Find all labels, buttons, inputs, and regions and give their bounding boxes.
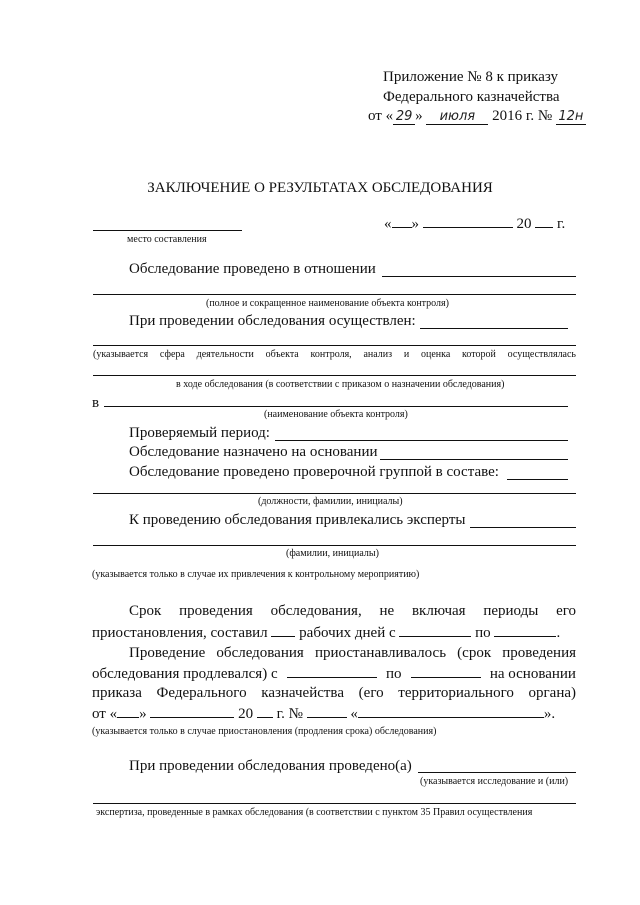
date-day-handwritten: 29 — [393, 109, 415, 125]
names-caption: (фамилии, инициалы) — [286, 548, 379, 559]
suspension-line-1: Проведение обследования приостанавливалось (срок проведения — [129, 645, 576, 661]
date-number-handwritten: 12н — [556, 109, 586, 125]
final-conducted-label: При проведении обследования проведено(а) — [129, 758, 412, 774]
date-prefix: от « — [368, 108, 394, 124]
date-month-handwritten: июля — [426, 109, 488, 125]
during-caption: в ходе обследования (в соответствии с приказом о назначении обследования) — [176, 379, 505, 390]
sphere-line — [93, 345, 576, 346]
basis-line — [380, 459, 568, 460]
experts-line — [470, 527, 576, 528]
object-full-line — [93, 294, 576, 295]
conducted-regarding-line — [382, 276, 576, 277]
final-caption-bottom: экспертиза, проведенные в рамках обследования (в соответствии с пунктом 35 Правил осуществления — [96, 807, 533, 818]
in-prefix: в — [92, 395, 100, 411]
suspension-note: (указывается только в случае приостановления (продления срока) обследования) — [92, 726, 437, 737]
place-caption: место составления — [127, 234, 207, 245]
final-caption-right: (указывается исследование и (или) — [420, 776, 569, 787]
object-name-caption: (наименование объекта контроля) — [264, 409, 408, 420]
sphere-caption: (указывается сфера деятельности объекта контроля, анализ и оценка которой осуществлялась — [93, 349, 576, 360]
suspension-line-4: от « » 20 г. № « ». — [92, 706, 556, 722]
experts-label: К проведению обследования привлекались эксперты — [129, 512, 466, 528]
experts-note: (указывается только в случае их привлечения к контрольному мероприятию) — [92, 569, 420, 580]
suspension-line-3: приказа Федерального казначейства (его территориального органа) — [92, 685, 577, 701]
term-line-1: Срок проведения обследования, не включая периоды его — [129, 603, 577, 619]
object-name-line — [104, 406, 568, 407]
period-label: Проверяемый период: — [129, 425, 270, 441]
group-line — [507, 479, 568, 480]
date-mid: » — [415, 108, 423, 124]
document-title: ЗАКЛЮЧЕНИЕ О РЕЗУЛЬТАТАХ ОБСЛЕДОВАНИЯ — [147, 180, 493, 196]
header-line-1: Приложение № 8 к приказу — [383, 69, 558, 85]
period-line — [275, 440, 568, 441]
names-line — [93, 545, 576, 546]
final-bottom-line — [93, 803, 576, 804]
suspension-line-2: обследования продлевался) с по на основании — [92, 666, 576, 682]
date-field: « » 20 г. — [384, 216, 566, 232]
place-field-line — [93, 230, 242, 231]
positions-line — [93, 493, 576, 494]
group-label: Обследование проведено проверочной группой в составе: — [129, 464, 499, 480]
positions-caption: (должности, фамилии, инициалы) — [258, 496, 403, 507]
conducted-regarding-label: Обследование проведено в отношении — [129, 261, 376, 277]
during-line — [93, 375, 576, 376]
carried-out-label: При проведении обследования осуществлен: — [129, 313, 416, 329]
basis-label: Обследование назначено на основании — [129, 444, 378, 460]
object-caption: (полное и сокращенное наименование объекта контроля) — [206, 298, 449, 309]
final-conducted-line — [418, 772, 576, 773]
header-date-line — [368, 108, 586, 125]
date-year-text: 2016 г. № — [492, 108, 553, 124]
carried-out-line — [420, 328, 568, 329]
term-line-2: приостановления, составил рабочих дней с по . — [92, 625, 561, 641]
header-line-2: Федерального казначейства — [383, 89, 560, 105]
